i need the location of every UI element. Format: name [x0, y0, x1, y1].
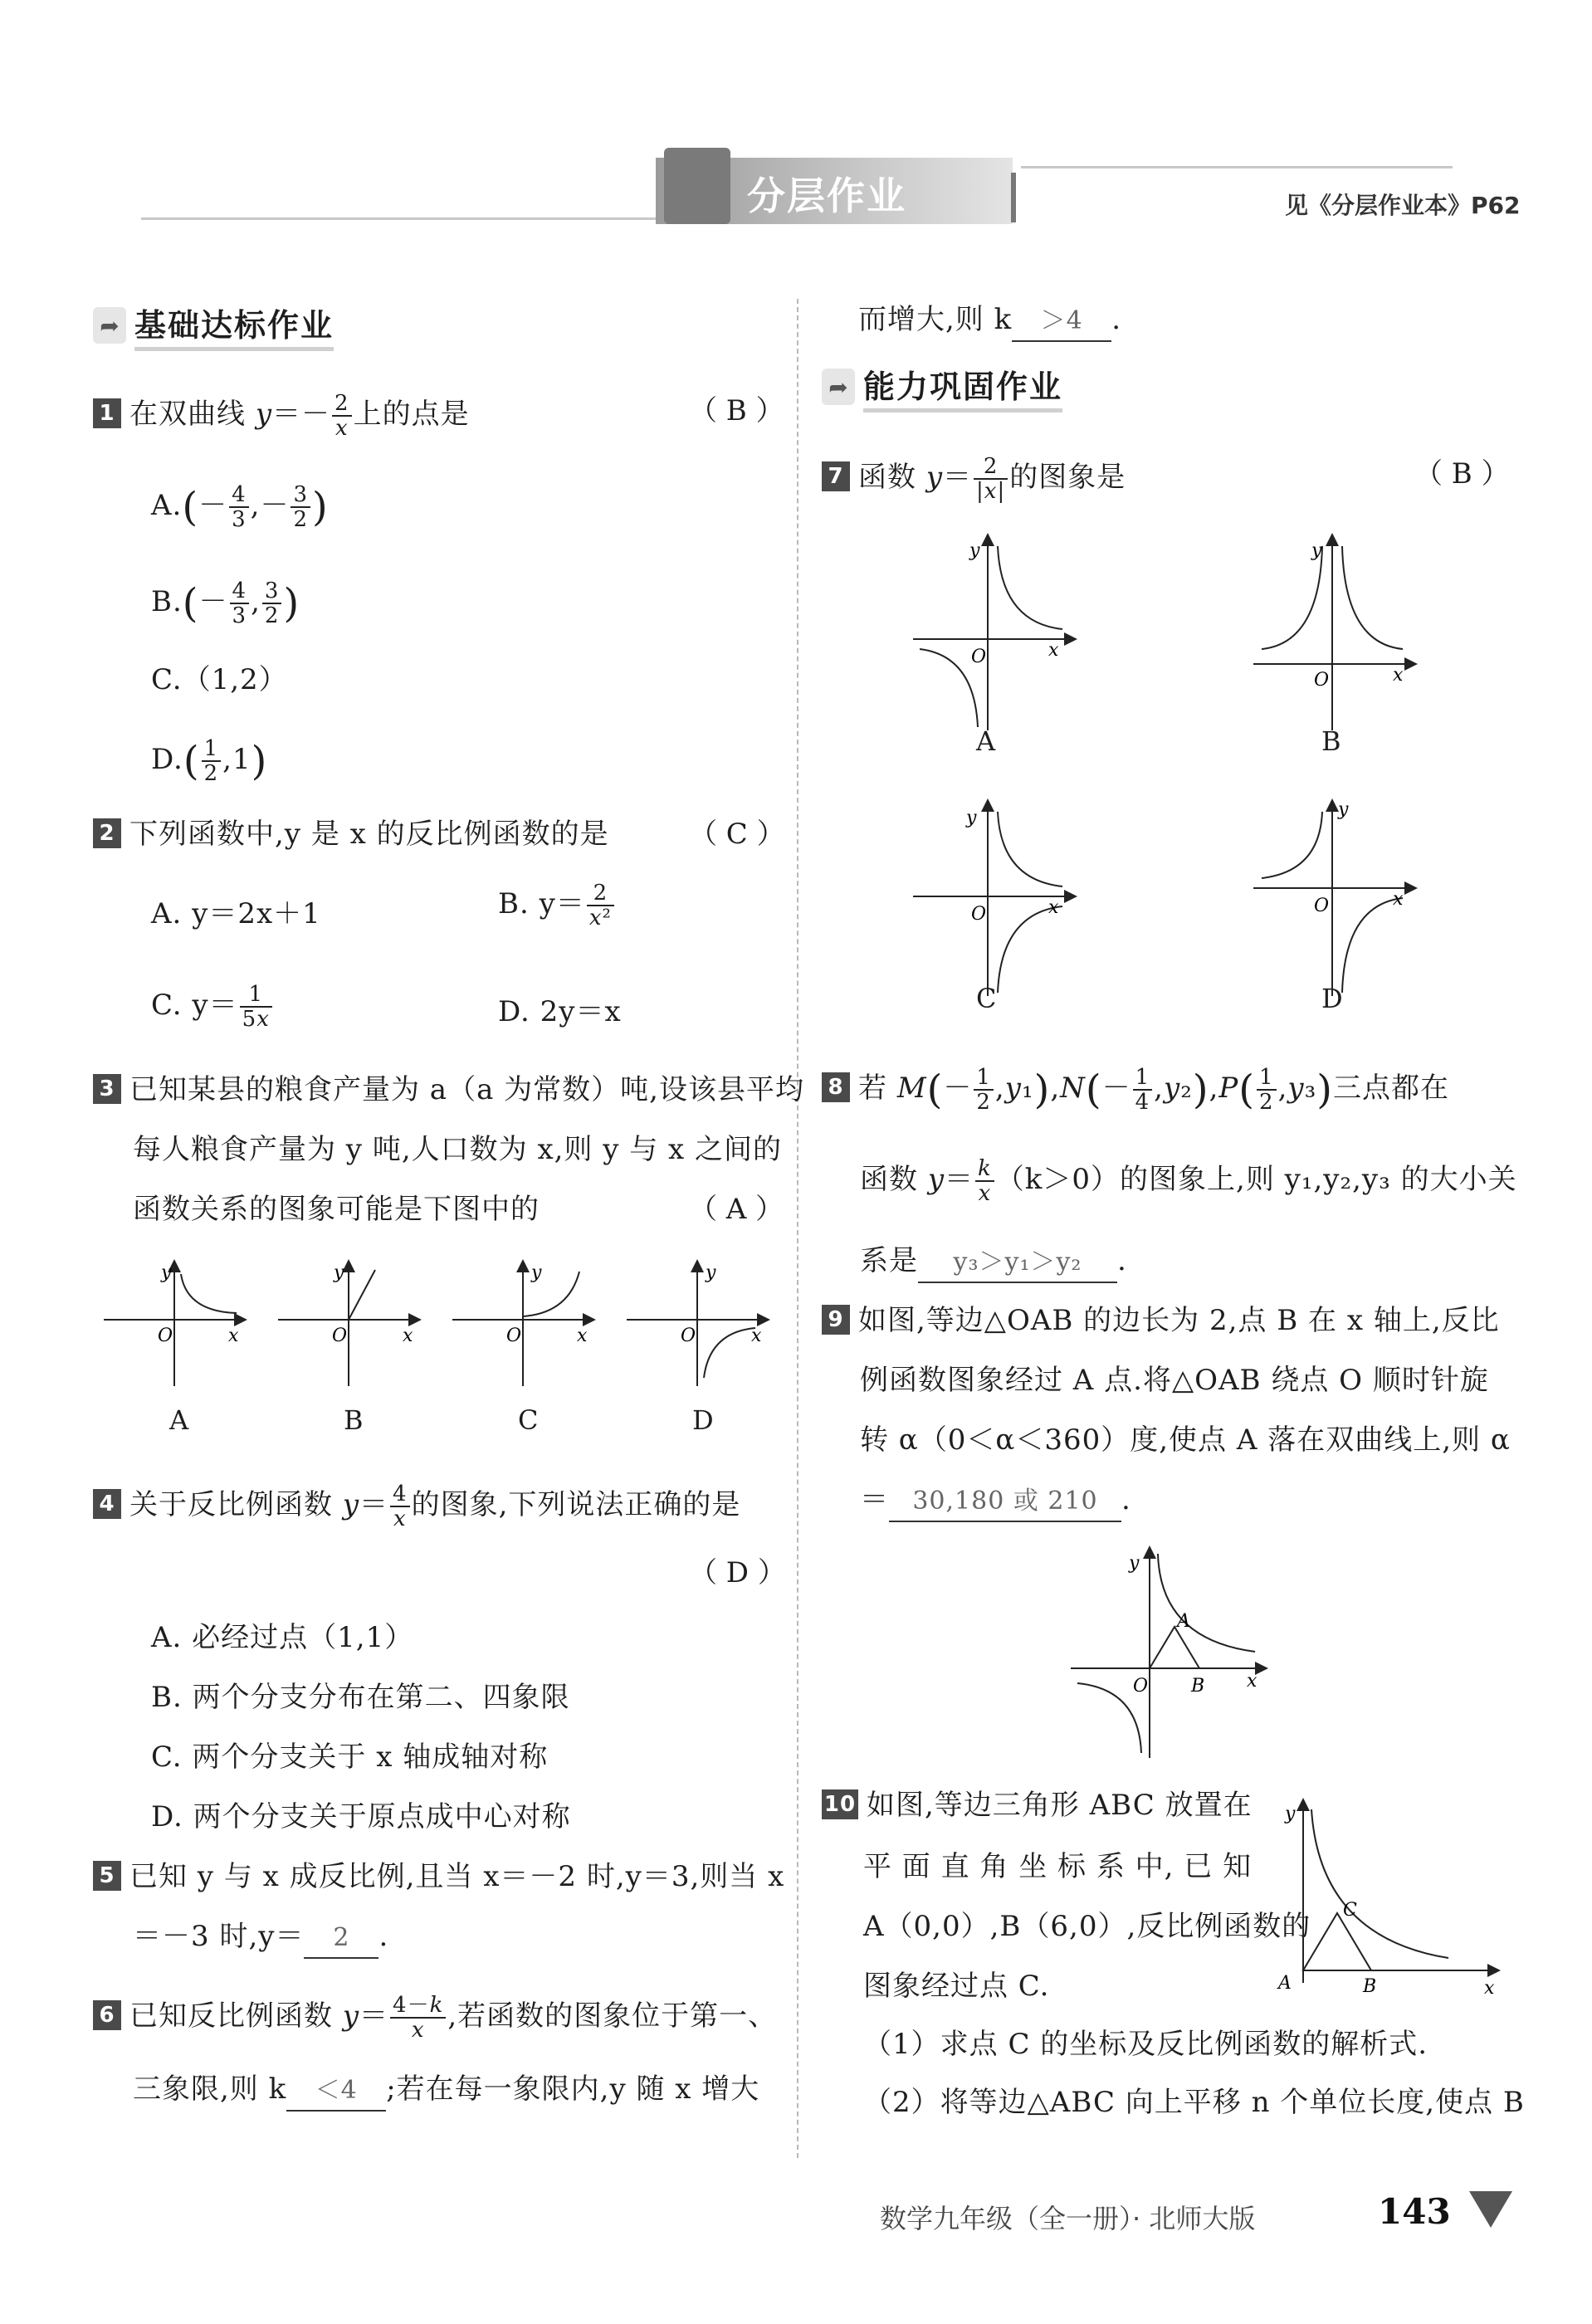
- q7-answer: （ B ）: [1414, 457, 1510, 491]
- q5-line-2: ＝－3 时,y＝ 2 .: [133, 1917, 388, 1959]
- q4-option-b[interactable]: B. 两个分支分布在第二、四象限: [151, 1681, 570, 1714]
- banner-logo-icon: [664, 148, 730, 224]
- q3-answer: （ A ）: [689, 1193, 784, 1226]
- q3-graph-d[interactable]: [627, 1262, 764, 1386]
- q2-answer: （ C ）: [689, 818, 785, 851]
- question-9: 9 如图,等边△OAB 的边长为 2,点 B 在 x 轴上,反比: [822, 1301, 1500, 1340]
- q7-label-d: D: [1321, 983, 1343, 1014]
- q6-line-3: 而增大,则 k ＞4 .: [858, 300, 1121, 342]
- svg-text:x: x: [403, 1326, 413, 1346]
- svg-text:O: O: [971, 904, 987, 925]
- q7-label-a: A: [976, 725, 996, 757]
- svg-text:x: x: [228, 1326, 239, 1346]
- q7-graph-a[interactable]: [913, 540, 1071, 730]
- svg-text:O: O: [1314, 896, 1330, 916]
- fraction: $\frac{2}{x}$: [332, 392, 352, 440]
- svg-text:O: O: [971, 647, 987, 667]
- question-number: 1: [93, 398, 121, 428]
- arrow-icon: ➦: [93, 307, 126, 344]
- q3-graph-a[interactable]: [104, 1262, 241, 1386]
- q3-graph-b[interactable]: [278, 1262, 415, 1386]
- svg-text:O: O: [1314, 670, 1330, 691]
- q4-option-a[interactable]: A. 必经过点（1,1）: [151, 1621, 414, 1654]
- section-ability: [822, 362, 1062, 412]
- q8-line-3: 系是 y₃＞y₁＞y₂ .: [860, 1242, 1127, 1283]
- q6-line-2: 三象限,则 k ＜4 ;若在每一象限内,y 随 x 增大: [133, 2070, 759, 2112]
- question-1: 1 在双曲线 y＝－ $\frac{2}{x}$ 上的点是: [93, 392, 470, 440]
- q6-blank-2[interactable]: ＞4: [1012, 302, 1111, 342]
- page-number: 143: [1378, 2191, 1451, 2232]
- svg-text:A: A: [1177, 1611, 1190, 1632]
- svg-text:O: O: [332, 1326, 348, 1346]
- q10-line-4: 图象经过点 C.: [863, 1970, 1050, 2003]
- q2-option-d[interactable]: D. 2y＝x: [498, 995, 622, 1028]
- q3-label-c: C: [518, 1404, 539, 1436]
- q3-label-b: B: [344, 1404, 364, 1436]
- q3-label-d: D: [692, 1404, 714, 1436]
- banner-title: 分层作业: [747, 173, 906, 218]
- q3-graphs: [91, 1253, 780, 1452]
- header-rule-left: [141, 217, 656, 220]
- q4-option-d[interactable]: D. 两个分支关于原点成中心对称: [151, 1800, 571, 1833]
- q4-option-c[interactable]: C. 两个分支关于 x 轴成轴对称: [151, 1741, 549, 1774]
- svg-text:x: x: [1048, 640, 1059, 661]
- section-basic-title: 基础达标作业: [134, 300, 334, 351]
- workbook-reference: 见《分层作业本》P62: [1285, 192, 1521, 219]
- q7-label-b: B: [1321, 725, 1341, 757]
- svg-text:B: B: [1363, 1976, 1377, 1997]
- question-8: 8 若 M(－ $\frac{1}{2}$ ,y₁),N(－ $\frac{1}{4}$ ,y₂),P( $\frac{1}{2}$ ,y₃)三点都在: [822, 1066, 1449, 1114]
- svg-text:x: x: [1393, 665, 1404, 686]
- svg-text:O: O: [681, 1326, 696, 1346]
- corner-bird-icon: [1469, 2191, 1512, 2228]
- q6-blank-1[interactable]: ＜4: [286, 2072, 386, 2112]
- svg-text:O: O: [158, 1326, 173, 1346]
- svg-text:C: C: [1343, 1900, 1357, 1921]
- q9-line-3: 转 α（0＜α＜360）度,使点 A 落在双曲线上,则 α: [860, 1423, 1511, 1457]
- q3-line-2: 每人粮食产量为 y 吨,人口数为 x,则 y 与 x 之间的: [133, 1133, 783, 1166]
- header-rule-right: [1021, 166, 1453, 168]
- banner-end-bar: [1011, 173, 1016, 222]
- section-ability-title: 能力巩固作业: [863, 361, 1062, 413]
- q10-line-5: （1）求点 C 的坐标及反比例函数的解析式.: [863, 2028, 1428, 2061]
- svg-text:y: y: [161, 1262, 172, 1283]
- svg-text:y: y: [969, 540, 980, 561]
- question-5: 5 已知 y 与 x 成反比例,且当 x＝－2 时,y＝3,则当 x: [93, 1858, 784, 1896]
- svg-text:y: y: [1285, 1804, 1296, 1824]
- q7-graphs: [896, 531, 1444, 1029]
- q9-line-4: ＝ 30,180 或 210 .: [860, 1481, 1131, 1522]
- q9-line-2: 例函数图象经过 A 点.将△OAB 绕点 O 顺时针旋: [860, 1364, 1489, 1397]
- svg-text:y: y: [966, 808, 977, 828]
- svg-text:x: x: [1484, 1978, 1495, 1999]
- svg-text:x: x: [1393, 889, 1404, 910]
- svg-text:x: x: [751, 1326, 762, 1346]
- svg-text:y: y: [1338, 799, 1349, 820]
- svg-text:A: A: [1278, 1973, 1292, 1994]
- svg-text:x: x: [577, 1326, 588, 1346]
- question-4: 4 关于反比例函数 y＝ $\frac{4}{x}$ 的图象,下列说法正确的是: [93, 1482, 740, 1531]
- footer-book-title: 数学九年级（全一册）· 北师大版: [880, 2203, 1256, 2234]
- q10-figure: [1270, 1796, 1519, 2004]
- section-basic: [93, 300, 334, 350]
- svg-text:B: B: [1191, 1676, 1205, 1697]
- svg-text:x: x: [1247, 1671, 1257, 1692]
- q10-line-6: （2）将等边△ABC 向上平移 n 个单位长度,使点 B: [863, 2086, 1525, 2119]
- q10-line-2: 平 面 直 角 坐 标 系 中, 已 知: [863, 1850, 1253, 1883]
- question-7: 7 函数 y＝ $\frac{2}{|x|}$ 的图象是: [822, 455, 1126, 503]
- svg-text:y: y: [1311, 540, 1322, 561]
- svg-text:x: x: [1048, 897, 1059, 918]
- q3-graph-c[interactable]: [452, 1262, 589, 1386]
- q1-answer: （ B ）: [689, 394, 784, 427]
- svg-text:y: y: [334, 1262, 344, 1283]
- q7-graph-c[interactable]: [913, 805, 1071, 996]
- column-divider: [797, 299, 798, 2158]
- q4-answer: （ D ）: [689, 1556, 786, 1589]
- q3-line-3: 函数关系的图象可能是下图中的: [133, 1193, 540, 1226]
- question-6: 6 已知反比例函数 y＝ $\frac{4-k}{x}$ ,若函数的图象位于第一、: [93, 1994, 777, 2042]
- q3-label-a: A: [169, 1404, 189, 1436]
- q1-option-b[interactable]: B.(－ $\frac{4}{3}$ , $\frac{3}{2}$ ): [151, 579, 300, 628]
- question-3: 3 已知某县的粮食产量为 a（a 为常数）吨,设该县平均: [93, 1071, 804, 1109]
- q7-label-c: C: [976, 983, 997, 1014]
- q1-option-a[interactable]: A.(－ $\frac{4}{3}$ ,－ $\frac{3}{2}$ ): [151, 482, 329, 532]
- arrow-icon: ➦: [822, 369, 855, 405]
- svg-text:O: O: [1133, 1676, 1149, 1697]
- svg-text:y: y: [1129, 1553, 1140, 1574]
- svg-text:O: O: [506, 1326, 522, 1346]
- q8-line-2: 函数 y＝ $\frac{k}{x}$ （k＞0）的图象上,则 y₁,y₂,y₃ 的大小关: [860, 1156, 1517, 1206]
- svg-text:y: y: [706, 1262, 716, 1283]
- q9-blank[interactable]: 30,180 或 210: [889, 1482, 1121, 1522]
- q1-option-c[interactable]: C.（1,2）: [151, 663, 288, 696]
- q9-figure: [1062, 1544, 1270, 1760]
- q2-option-c[interactable]: C. y＝ $\frac{1}{5x}$: [151, 983, 274, 1031]
- q10-line-3: A（0,0）,B（6,0）,反比例函数的: [863, 1910, 1311, 1943]
- q7-graph-b[interactable]: [1253, 540, 1411, 730]
- question-2: 2 下列函数中,y 是 x 的反比例函数的是: [93, 815, 609, 853]
- q2-option-a[interactable]: A. y＝2x＋1: [151, 897, 321, 930]
- q7-graph-d[interactable]: [1253, 799, 1411, 996]
- q2-option-b[interactable]: B. y＝ $\frac{2}{\text{x²}}$: [498, 881, 616, 930]
- svg-text:y: y: [531, 1262, 542, 1283]
- q8-blank[interactable]: y₃＞y₁＞y₂: [918, 1243, 1117, 1283]
- q5-blank[interactable]: 2: [304, 1919, 378, 1959]
- question-10: 10 如图,等边三角形 ABC 放置在: [822, 1786, 1253, 1824]
- q1-option-d[interactable]: D.( $\frac{1}{2}$ ,1): [151, 736, 268, 786]
